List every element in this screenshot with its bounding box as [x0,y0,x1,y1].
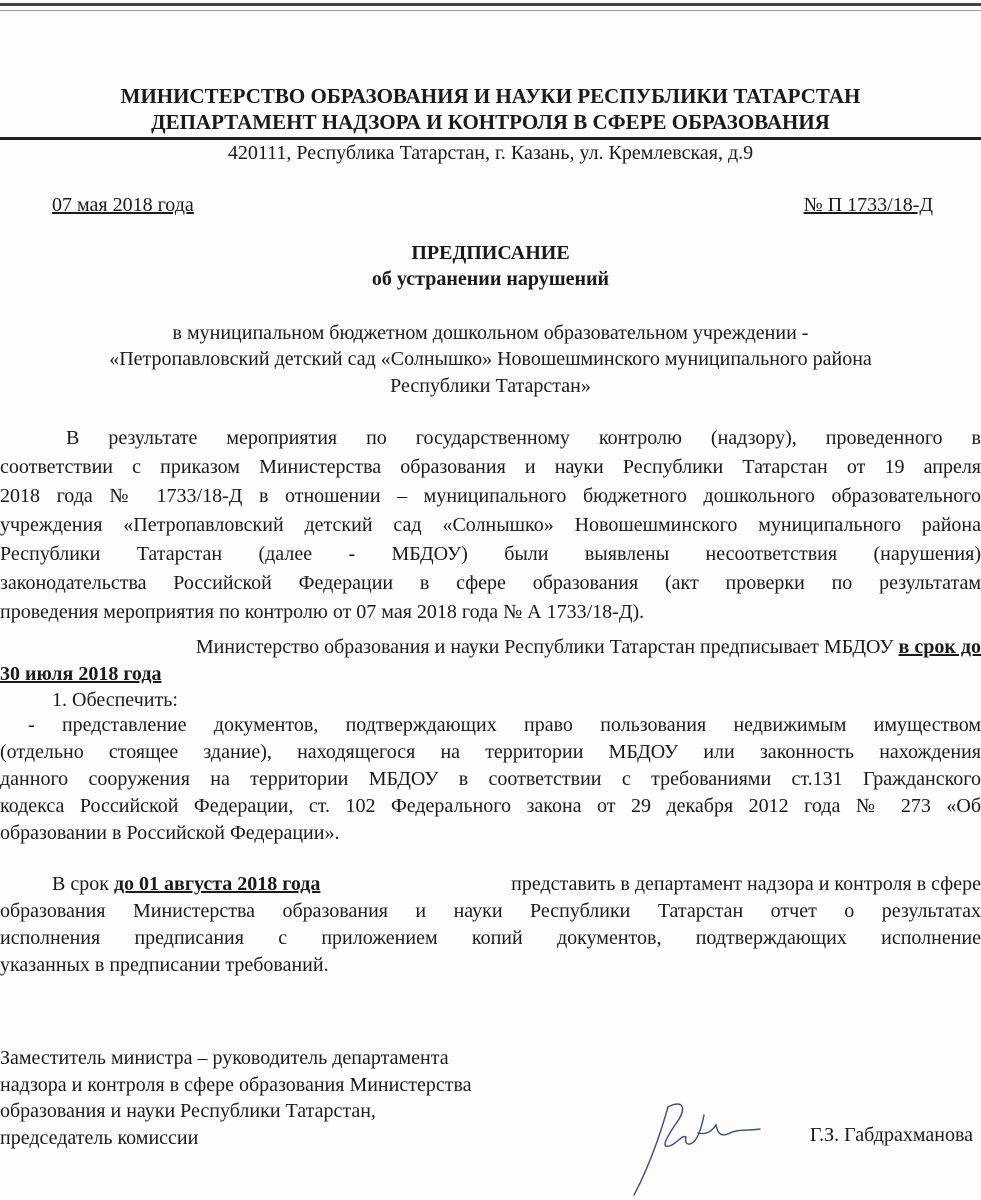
paragraph-order [0,634,981,847]
text-line: законодательства Российской Федерации в сфере образования (акт проверки по результатам [0,572,981,594]
text-line: образовании в Российской Федерации». [0,822,340,844]
text-line: В срок до 01 августа 2018 года представить в департамент надзора и контроля в сфере [0,871,981,898]
department-name: ДЕПАРТАМЕНТ НАДЗОРА И КОНТРОЛЯ В СФЕРЕ ОБРАЗОВАНИЯ [151,110,830,134]
header-divider [0,137,981,140]
report-deadline: до 01 августа 2018 года [113,873,321,895]
signatory-position [0,1045,472,1151]
document-subtitle: об устранении нарушений [371,268,610,290]
subject-line: Республики Татарстан» [390,375,591,397]
text-line: 2018 года № 1733/18-Д в отношении – муниципального бюджетного дошкольного образовательного [0,485,981,507]
text-line: Заместитель министра – руководитель департамента [0,1047,449,1069]
address: 420111, Республика Татарстан, г. Казань, ул. Кремлевская, д.9 [227,142,754,164]
text-line: Министерство образования и науки Республики Татарстан предписывает МБДОУ в срок до [195,636,981,658]
text-line: проведения мероприятия по контролю от 07 мая 2018 года № А 1733/18-Д). [0,601,645,623]
text-line: Республики Татарстан (далее - МБДОУ) были выявлены несоответствия (нарушения) [0,543,981,565]
text-line: В результате мероприятия по государственному контролю (надзору), проведенного в [66,427,981,449]
text-line: исполнения предписания с приложением копий документов, подтверждающих исполнение [0,927,981,949]
text-line: кодекса Российской Федерации, ст. 102 Федерального закона от 29 декабря 2012 года № 273 «Об [0,795,981,817]
text-line: данного сооружения на территории МБДОУ в соответствии с требованиями ст.131 Гражданского [0,768,981,790]
text-line: председатель комиссии [0,1126,199,1149]
document-number: № П 1733/18-Д [803,194,933,216]
paragraph-findings [0,424,981,627]
scan-edge-line [0,10,981,11]
text-line: - представление документов, подтверждающих право пользования недвижимым имуществом [28,714,981,736]
document-title: ПРЕДПИСАНИЕ [411,242,570,264]
text-line: образования Министерства образования и науки Республики Татарстан отчет о результатах [0,900,981,922]
deadline-date: 30 июля 2018 года [0,663,162,685]
deadline-highlight: в срок до [898,636,981,658]
subject-line: в муниципальном бюджетном дошкольном образовательном учреждении - [172,322,809,344]
document-date: 07 мая 2018 года [52,194,194,216]
text-line [0,661,981,688]
ministry-name: МИНИСТЕРСТВО ОБРАЗОВАНИЯ И НАУКИ РЕСПУБЛИКИ ТАТАРСТАН [120,84,861,108]
text-line: надзора и контроля в сфере образования Министерства [0,1073,472,1096]
text-line: учреждения «Петропавловский детский сад «Солнышко» Новошешминского муниципального района [0,514,981,536]
text-line: соответствии с приказом Министерства образования и науки Республики Татарстан от 19 апреля [0,456,981,478]
subject-line: «Петропавловский детский сад «Солнышко» Новошешминского муниципального района [109,348,872,370]
text-line: (отдельно стоящее здание), находящегося на территории МБДОУ или законность нахождения [0,741,981,763]
text-line: образования и науки Республики Татарстан, [0,1100,376,1122]
text-line: указанных в предписании требований. [0,954,329,976]
signatory-name: Г.З. Габдрахманова [809,1124,973,1146]
list-item-number: 1. Обеспечить: [52,689,178,711]
handwritten-signature [620,1095,770,1200]
paragraph-report [0,871,981,979]
scan-edge-line [0,3,981,6]
